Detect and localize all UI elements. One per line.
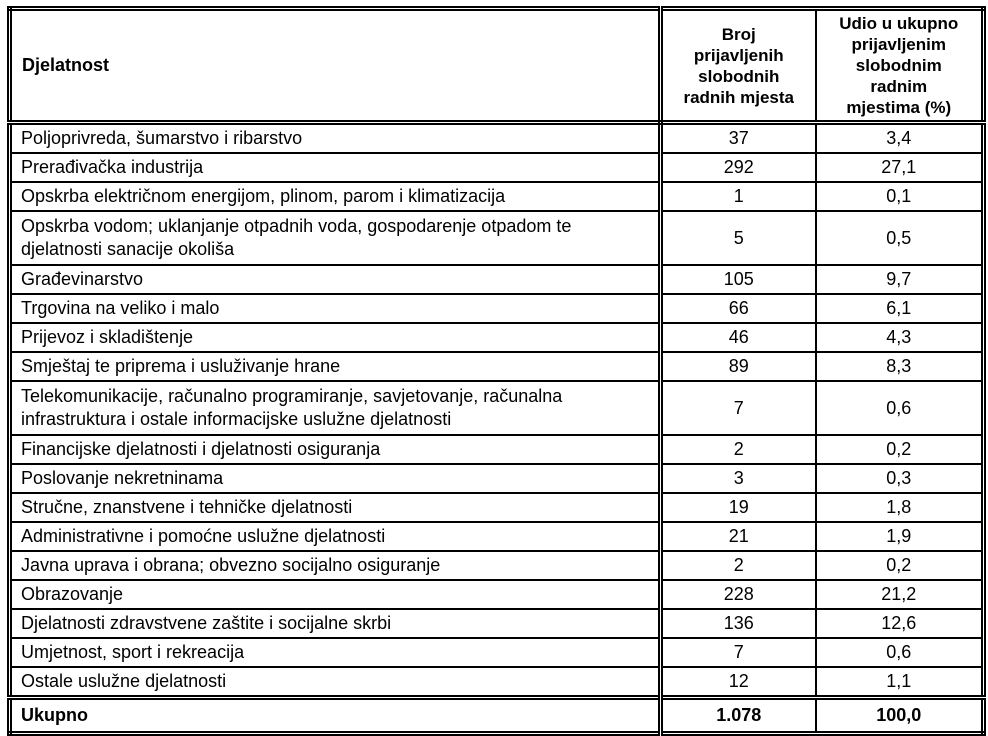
table-row bbox=[10, 381, 984, 435]
activity-cell: Opskrba električnom energijom, plinom, parom i klimatizacija bbox=[10, 182, 661, 211]
header-line: prijavljenim bbox=[851, 35, 946, 54]
share-cell: 27,1 bbox=[816, 153, 984, 182]
count-cell: 228 bbox=[661, 580, 816, 609]
table-row bbox=[10, 667, 984, 698]
share-cell: 0,5 bbox=[816, 211, 984, 265]
table-row bbox=[10, 323, 984, 352]
share-cell: 12,6 bbox=[816, 609, 984, 638]
activity-cell: Javna uprava i obrana; obvezno socijalno osiguranje bbox=[10, 551, 661, 580]
share-cell: 21,2 bbox=[816, 580, 984, 609]
share-cell: 1,9 bbox=[816, 522, 984, 551]
count-cell: 89 bbox=[661, 352, 816, 381]
activity-cell: Prerađivačka industrija bbox=[10, 153, 661, 182]
count-cell: 105 bbox=[661, 265, 816, 294]
table-header-row bbox=[10, 9, 984, 123]
count-cell: 66 bbox=[661, 294, 816, 323]
activity-cell: Smještaj te priprema i usluživanje hrane bbox=[10, 352, 661, 381]
activity-cell: Umjetnost, sport i rekreacija bbox=[10, 638, 661, 667]
activity-cell: Ostale uslužne djelatnosti bbox=[10, 667, 661, 698]
share-cell: 4,3 bbox=[816, 323, 984, 352]
share-cell: 0,2 bbox=[816, 551, 984, 580]
table-row bbox=[10, 493, 984, 522]
table-row bbox=[10, 609, 984, 638]
activity-cell: Opskrba vodom; uklanjanje otpadnih voda, gospodarenje otpadom te djelatnosti sanacije okoliša bbox=[10, 211, 661, 265]
header-line: prijavljenih bbox=[693, 45, 784, 65]
share-cell: 0,2 bbox=[816, 435, 984, 464]
count-cell: 7 bbox=[661, 638, 816, 667]
table-row bbox=[10, 522, 984, 551]
table-row bbox=[10, 435, 984, 464]
activity-cell: Telekomunikacije, računalno programiranje, savjetovanje, računalna infrastruktura i ostale informacijske uslužne djelatnosti bbox=[10, 381, 661, 435]
table-row bbox=[10, 464, 984, 493]
activity-cell: Stručne, znanstvene i tehničke djelatnosti bbox=[10, 493, 661, 522]
count-cell: 1 bbox=[661, 182, 816, 211]
header-line: radnim bbox=[870, 77, 928, 96]
header-cell-udio bbox=[816, 9, 984, 123]
share-cell: 0,1 bbox=[816, 182, 984, 211]
activity-cell: Obrazovanje bbox=[10, 580, 661, 609]
header-cell-broj bbox=[661, 9, 816, 123]
total-count-cell: 1.078 bbox=[661, 698, 816, 734]
count-cell: 5 bbox=[661, 211, 816, 265]
share-cell: 1,1 bbox=[816, 667, 984, 698]
header-line: slobodnih bbox=[698, 66, 780, 86]
count-cell: 37 bbox=[661, 123, 816, 154]
count-cell: 136 bbox=[661, 609, 816, 638]
activity-cell: Administrativne i pomoćne uslužne djelatnosti bbox=[10, 522, 661, 551]
table-row bbox=[10, 551, 984, 580]
count-cell: 7 bbox=[661, 381, 816, 435]
share-cell: 1,8 bbox=[816, 493, 984, 522]
table-total-row bbox=[10, 698, 984, 734]
table-row bbox=[10, 294, 984, 323]
count-cell: 46 bbox=[661, 323, 816, 352]
table-row bbox=[10, 153, 984, 182]
activity-cell: Financijske djelatnosti i djelatnosti osiguranja bbox=[10, 435, 661, 464]
header-line: Udio u ukupno bbox=[839, 14, 959, 33]
count-cell: 21 bbox=[661, 522, 816, 551]
total-share-cell: 100,0 bbox=[816, 698, 984, 734]
activity-cell: Trgovina na veliko i malo bbox=[10, 294, 661, 323]
activity-cell: Prijevoz i skladištenje bbox=[10, 323, 661, 352]
table-row bbox=[10, 638, 984, 667]
total-label-cell: Ukupno bbox=[10, 698, 661, 734]
header-line: Broj bbox=[721, 24, 756, 44]
table-row bbox=[10, 123, 984, 154]
table-row bbox=[10, 352, 984, 381]
header-cell-djelatnost: Djelatnost bbox=[10, 9, 661, 123]
activity-cell: Poljoprivreda, šumarstvo i ribarstvo bbox=[10, 123, 661, 154]
count-cell: 2 bbox=[661, 435, 816, 464]
count-cell: 3 bbox=[661, 464, 816, 493]
share-cell: 6,1 bbox=[816, 294, 984, 323]
share-cell: 3,4 bbox=[816, 123, 984, 154]
header-line: mjestima (%) bbox=[846, 98, 952, 117]
activity-cell: Građevinarstvo bbox=[10, 265, 661, 294]
count-cell: 19 bbox=[661, 493, 816, 522]
table-row bbox=[10, 265, 984, 294]
count-cell: 12 bbox=[661, 667, 816, 698]
activity-cell: Djelatnosti zdravstvene zaštite i socijalne skrbi bbox=[10, 609, 661, 638]
activity-cell: Poslovanje nekretninama bbox=[10, 464, 661, 493]
table-row bbox=[10, 580, 984, 609]
share-cell: 0,6 bbox=[816, 638, 984, 667]
header-line: slobodnim bbox=[855, 56, 942, 75]
header-line: radnih mjesta bbox=[683, 87, 795, 107]
share-cell: 0,6 bbox=[816, 381, 984, 435]
table-row bbox=[10, 182, 984, 211]
count-cell: 2 bbox=[661, 551, 816, 580]
table-row bbox=[10, 211, 984, 265]
share-cell: 0,3 bbox=[816, 464, 984, 493]
vacancies-table bbox=[7, 6, 986, 736]
count-cell: 292 bbox=[661, 153, 816, 182]
share-cell: 8,3 bbox=[816, 352, 984, 381]
share-cell: 9,7 bbox=[816, 265, 984, 294]
